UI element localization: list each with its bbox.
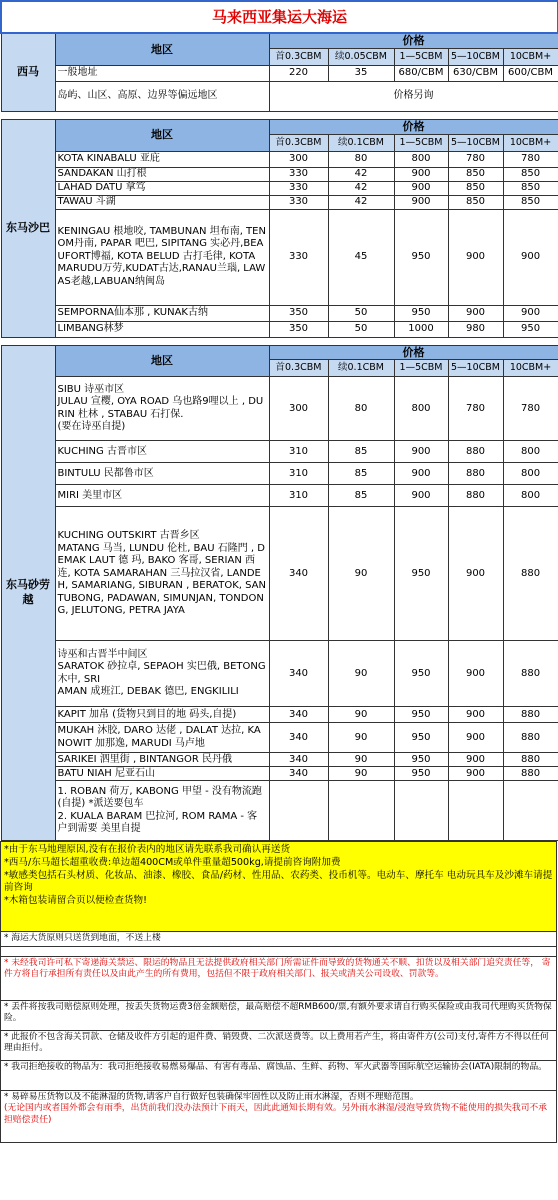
area-header: 地区 <box>55 33 269 65</box>
price-cell: 80 <box>328 151 394 167</box>
price-cell <box>503 781 558 841</box>
price-cell: 90 <box>328 707 394 723</box>
price-cell: 90 <box>328 723 394 753</box>
price-header: 价格 <box>269 119 558 134</box>
yellow-notice <box>1 842 557 932</box>
price-cell: 330 <box>269 181 328 195</box>
price-header: 价格 <box>269 33 558 48</box>
yellow-note: *敏感类包括石头材质、化妆品、油漆、橡胶、食品/药材、性用品、农药类、投币机等。电动车、摩托车 电动玩具车及沙滩车请提前咨询 <box>4 869 553 894</box>
price-cell: 680/CBM <box>394 65 448 81</box>
table-row <box>1 209 558 305</box>
note-spacer <box>1 946 557 956</box>
area-cell: SANDAKAN 山打根 <box>55 167 269 181</box>
price-cell: 900 <box>448 209 503 305</box>
region-label: 东马砂劳越 <box>1 345 55 841</box>
price-column-header: 10CBM+ <box>503 360 558 377</box>
page-title: 马来西亚集运大海运 <box>1 1 558 33</box>
price-cell: 600/CBM <box>503 65 558 81</box>
price-cell: 900 <box>448 641 503 707</box>
area-cell: LAHAD DATU 拿笃 <box>55 181 269 195</box>
table-row <box>1 81 558 111</box>
area-cell: LIMBANG林梦 <box>55 321 269 337</box>
table-row <box>1 641 558 707</box>
price-cell: 900 <box>448 753 503 767</box>
price-cell: 900 <box>394 181 448 195</box>
price-cell: 950 <box>394 507 448 641</box>
price-cell: 340 <box>269 723 328 753</box>
price-cell: 330 <box>269 167 328 181</box>
area-cell: 诗巫和古晋半中间区 SARATOK 砂拉卓, SEPAOH 实巴俄, BETONG 木中, SRI AMAN 成班江, DEBAK 德巴, ENGKILILI <box>55 641 269 707</box>
table-row <box>1 65 558 81</box>
table-row <box>1 181 558 195</box>
price-cell: 85 <box>328 463 394 485</box>
table-row <box>1 151 558 167</box>
table-row <box>1 463 558 485</box>
section-gap <box>1 337 558 345</box>
price-cell: 880 <box>448 441 503 463</box>
region-label: 东马沙巴 <box>1 119 55 337</box>
note-excluded: * 此报价不包含海关罚款、仓储及收件方引起的退件费、销毁费、二次派送费等。以上费用若产生，将由寄件方(公司)支付,寄件方不得以任何理由拒付。 <box>1 1030 557 1060</box>
price-cell: 90 <box>328 507 394 641</box>
price-column-header: 5—10CBM <box>448 360 503 377</box>
price-cell <box>394 781 448 841</box>
area-cell: SARIKEI 泗里街 , BINTANGOR 民丹俄 <box>55 753 269 767</box>
price-cell: 850 <box>448 167 503 181</box>
price-cell: 50 <box>328 321 394 337</box>
price-cell: 330 <box>269 209 328 305</box>
price-cell: 850 <box>448 181 503 195</box>
table-row <box>1 723 558 753</box>
price-cell: 950 <box>394 305 448 321</box>
table-row <box>1 781 558 841</box>
price-cell: 350 <box>269 321 328 337</box>
table-row <box>1 377 558 441</box>
price-column-header: 首0.3CBM <box>269 360 328 377</box>
note-rain-text: (无论国内或者国外都会有雨季，出货前我们没办法预计下雨天，因此此通知长期有效。另外雨水淋湿/浸泡导致货物不能使用的损失我司不承担赔偿责任) <box>4 1103 548 1125</box>
price-cell: 900 <box>394 195 448 209</box>
area-cell: BATU NIAH 尼亚石山 <box>55 767 269 781</box>
price-cell: 42 <box>328 167 394 181</box>
price-cell: 800 <box>503 485 558 507</box>
price-cell: 340 <box>269 767 328 781</box>
price-cell <box>269 781 328 841</box>
price-column-header: 首0.3CBM <box>269 134 328 151</box>
price-cell: 90 <box>328 767 394 781</box>
price-cell: 42 <box>328 195 394 209</box>
price-column-header: 续0.1CBM <box>328 360 394 377</box>
note-customs: * 未经我司许可私下寄递海关禁运、限运的物品且无法提供政府相关部门所需证件而导致的货物通关不顺、扣货以及相关部门追究责任等， 寄件方将自行承担所有责任以及由此产生的所有费用，包括但不限于政府相关部门、报关或清关公司设收、罚款等。 <box>1 956 557 1000</box>
yellow-note: *由于东马地理原因,没有在报价表内的地区请先联系我司确认再送货 <box>4 844 291 856</box>
table-row <box>1 707 558 723</box>
price-cell: 950 <box>394 707 448 723</box>
price-cell: 350 <box>269 305 328 321</box>
table-row <box>1 167 558 181</box>
note-fragile <box>1 1090 557 1142</box>
price-cell: 880 <box>503 707 558 723</box>
table-row <box>1 767 558 781</box>
price-cell: 330 <box>269 195 328 209</box>
price-cell <box>448 781 503 841</box>
area-header: 地区 <box>55 119 269 151</box>
price-cell: 880 <box>503 753 558 767</box>
price-column-header: 1—5CBM <box>394 134 448 151</box>
price-cell: 80 <box>328 377 394 441</box>
region-label: 西马 <box>1 33 55 111</box>
price-cell: 900 <box>448 305 503 321</box>
table-row <box>1 753 558 767</box>
price-cell: 780 <box>503 151 558 167</box>
price-cell: 850 <box>503 195 558 209</box>
area-cell: 岛屿、山区、高原、边界等偏远地区 <box>55 81 269 111</box>
price-cell: 800 <box>503 441 558 463</box>
price-column-header: 10CBM+ <box>503 134 558 151</box>
price-cell: 50 <box>328 305 394 321</box>
price-cell: 90 <box>328 753 394 767</box>
area-cell: SIBU 诗巫市区 JULAU 宣樱, OYA ROAD 乌也路9哩以上 , DURIN 杜林 , STABAU 石打保. (要在诗巫自提) <box>55 377 269 441</box>
price-cell: 900 <box>448 723 503 753</box>
price-column-header: 1—5CBM <box>394 48 448 65</box>
section-gap <box>1 111 558 119</box>
area-cell: KUCHING 古晋市区 <box>55 441 269 463</box>
price-cell: 900 <box>394 485 448 507</box>
price-cell: 950 <box>503 321 558 337</box>
table-row <box>1 441 558 463</box>
price-column-header: 续0.1CBM <box>328 134 394 151</box>
price-cell: 85 <box>328 441 394 463</box>
price-cell: 950 <box>394 767 448 781</box>
area-cell: MUKAH 沐胶, DARO 达佬 , DALAT 达拉, KANOWIT 加那逸, MARUDI 马卢地 <box>55 723 269 753</box>
price-column-header: 10CBM+ <box>503 48 558 65</box>
price-cell: 900 <box>394 463 448 485</box>
price-header: 价格 <box>269 345 558 360</box>
area-header: 地区 <box>55 345 269 377</box>
price-cell: 900 <box>503 305 558 321</box>
area-cell: TAWAU 斗湖 <box>55 195 269 209</box>
note-fragile-text: * 易碎易压货物以及不能淋湿的货物,请客户自行做好包装确保牢固性以及防止雨水淋湿，否则不理赔范围。 <box>4 1091 419 1102</box>
price-cell: 800 <box>394 151 448 167</box>
price-cell: 880 <box>503 507 558 641</box>
price-cell: 950 <box>394 209 448 305</box>
price-cell: 630/CBM <box>448 65 503 81</box>
area-cell: MIRI 美里市区 <box>55 485 269 507</box>
price-cell: 35 <box>328 65 394 81</box>
area-cell: KAPIT 加帛 (货物只到目的地 码头,自提) <box>55 707 269 723</box>
yellow-note: *木箱包装请留合页以便检查货物! <box>4 894 147 906</box>
note-refuse: * 我司拒绝接收的物品为：我司拒绝接收易燃易爆品、有害有毒品、腐蚀品、生鲜、药物、军火武器等国际航空运输协会(IATA)限制的物品。 <box>1 1060 557 1090</box>
price-cell: 90 <box>328 641 394 707</box>
price-column-header: 1—5CBM <box>394 360 448 377</box>
area-cell: KUCHING OUTSKIRT 古晋乡区 MATANG 马当, LUNDU 伦杜, BAU 石隆門 , DEMAK LAUT 德 玛, BAKO 客哥, SERIAN 西连, KOTA SAMARAHAN 三马拉汉省, LANDEH, SAMARIANG, SIBURAN , BERATOK, SANTUBONG, PADAWAN, SIMUNJAN, TONDONG, JELUTONG, PETRA JAYA <box>55 507 269 641</box>
table-row <box>1 507 558 641</box>
price-cell: 45 <box>328 209 394 305</box>
yellow-note: *西马/东马超长超重收费:单边超400CM或单件重量超500kg,请提前咨询附加费 <box>4 856 341 868</box>
table-row <box>1 321 558 337</box>
price-column-header: 5—10CBM <box>448 48 503 65</box>
price-cell: 900 <box>448 767 503 781</box>
price-cell: 900 <box>448 707 503 723</box>
price-cell: 950 <box>394 641 448 707</box>
price-cell: 85 <box>328 485 394 507</box>
price-cell: 42 <box>328 181 394 195</box>
price-cell: 880 <box>503 767 558 781</box>
price-cell: 900 <box>394 441 448 463</box>
price-cell: 850 <box>503 167 558 181</box>
price-cell: 310 <box>269 441 328 463</box>
area-cell: SEMPORNA仙本那 , KUNAK古纳 <box>55 305 269 321</box>
price-cell: 880 <box>503 641 558 707</box>
price-cell: 220 <box>269 65 328 81</box>
area-cell: 一般地址 <box>55 65 269 81</box>
price-cell: 950 <box>394 723 448 753</box>
price-cell: 340 <box>269 641 328 707</box>
price-cell: 880 <box>503 723 558 753</box>
note-ground: * 海运大货原则只送货到地面，不送上楼 <box>1 932 557 946</box>
price-cell: 900 <box>448 507 503 641</box>
price-cell: 900 <box>503 209 558 305</box>
price-cell: 780 <box>448 377 503 441</box>
price-cell: 340 <box>269 753 328 767</box>
price-column-header: 首0.3CBM <box>269 48 328 65</box>
price-cell: 880 <box>448 463 503 485</box>
price-cell: 300 <box>269 377 328 441</box>
price-cell: 880 <box>448 485 503 507</box>
price-cell: 310 <box>269 485 328 507</box>
price-column-header: 续0.05CBM <box>328 48 394 65</box>
price-cell: 950 <box>394 753 448 767</box>
price-cell <box>328 781 394 841</box>
table-row <box>1 485 558 507</box>
price-cell: 780 <box>503 377 558 441</box>
price-cell: 800 <box>394 377 448 441</box>
price-cell: 300 <box>269 151 328 167</box>
note-insurance: * 丢件将按我司赔偿原则处理，按丢失货物运费3倍金额赔偿，最高赔偿不超RMB600/票,有额外要求请自行购买保险或由我司代理购买货物保险。 <box>1 1000 557 1030</box>
price-cell: 1000 <box>394 321 448 337</box>
price-cell: 340 <box>269 507 328 641</box>
price-cell: 980 <box>448 321 503 337</box>
price-cell: 340 <box>269 707 328 723</box>
price-cell: 800 <box>503 463 558 485</box>
price-cell: 900 <box>394 167 448 181</box>
price-cell: 780 <box>448 151 503 167</box>
table-row <box>1 195 558 209</box>
area-cell: BINTULU 民都鲁市区 <box>55 463 269 485</box>
price-cell: 310 <box>269 463 328 485</box>
price-cell: 850 <box>503 181 558 195</box>
area-cell: KOTA KINABALU 亚庇 <box>55 151 269 167</box>
price-cell: 850 <box>448 195 503 209</box>
area-cell: KENINGAU 根地咬, TAMBUNAN 坦布南, TENOM丹南, PAPAR 吧巴, SIPITANG 实必丹,BEAUFORT博福, KOTA BELUD 古打毛律, KOTA MARUDU万劳,KUDAT古达,RANAU兰瑙, LAWAS老越,LABUAN纳闽岛 <box>55 209 269 305</box>
table-row <box>1 305 558 321</box>
area-cell: 1. ROBAN 荷万, KABONG 甲望 - 没有物流跑 (自提) *派送要包车 2. KUALA BARAM 巴拉河, ROM RAMA - 客户到需要 美里自提 <box>55 781 269 841</box>
price-column-header: 5—10CBM <box>448 134 503 151</box>
price-note-cell: 价格另询 <box>269 81 558 111</box>
